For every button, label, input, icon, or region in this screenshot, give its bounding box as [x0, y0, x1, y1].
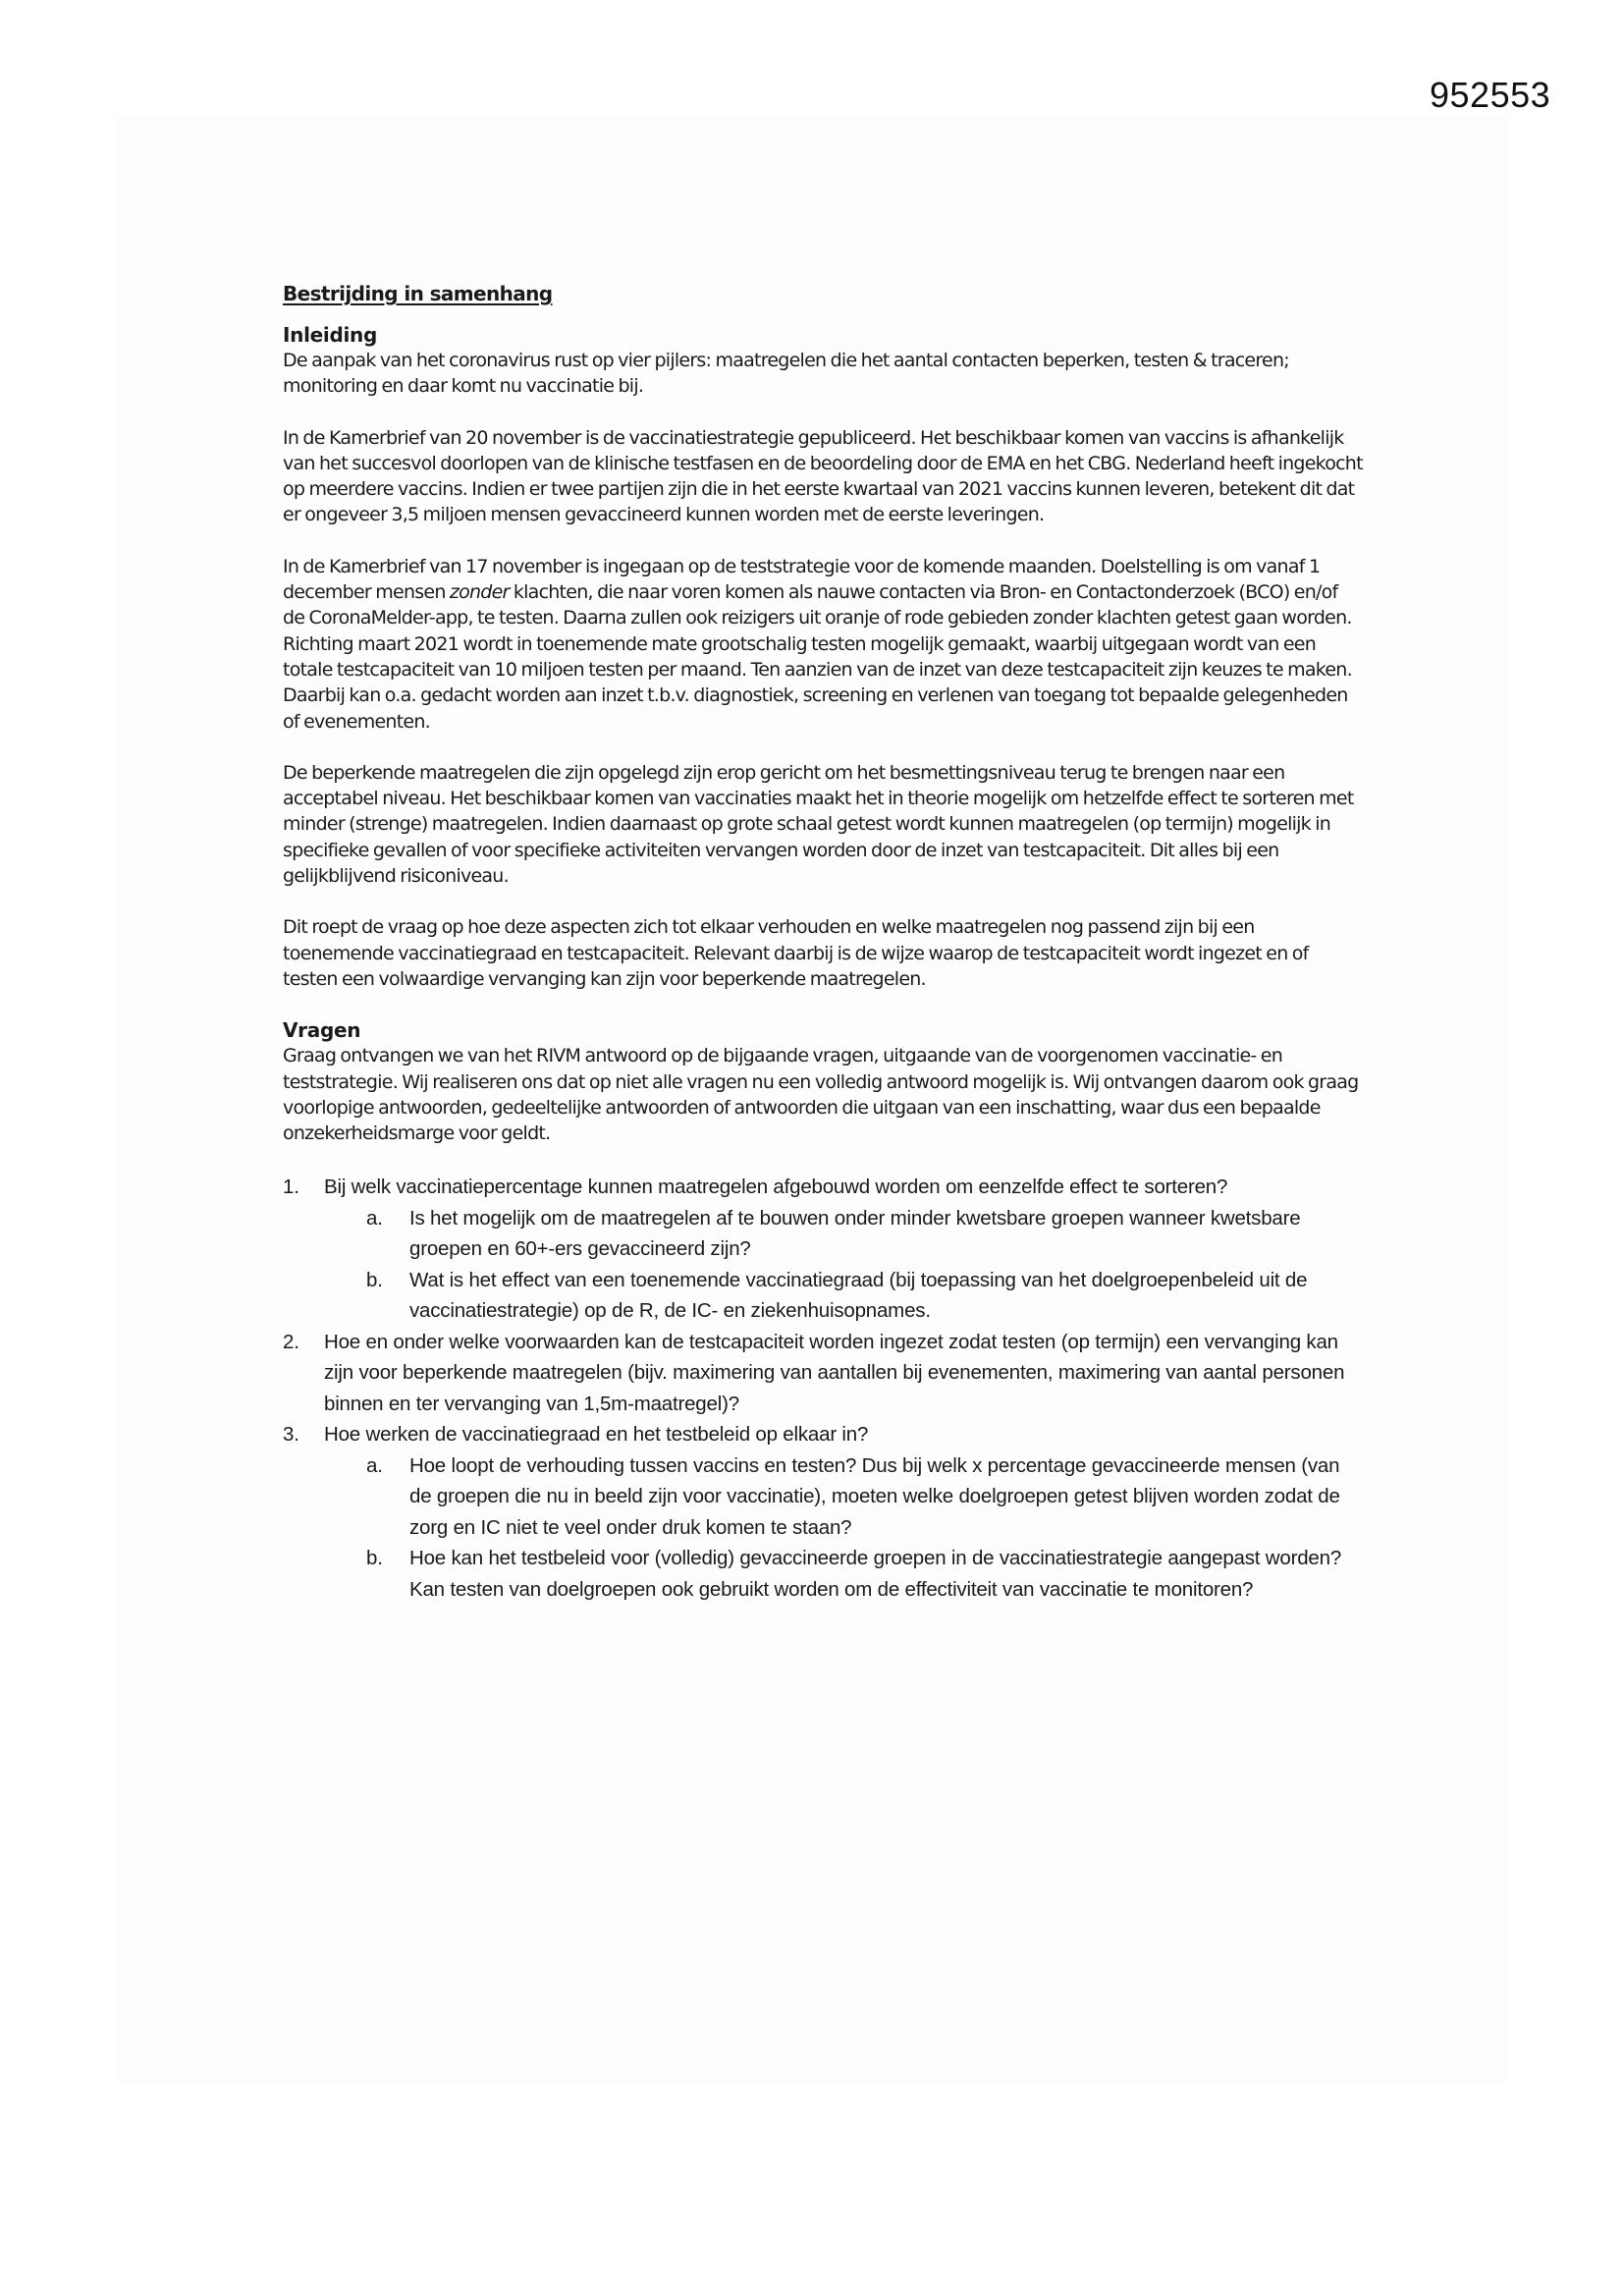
- sub-question-item: [366, 1265, 1363, 1327]
- sub-question-letter: a.: [366, 1206, 383, 1230]
- question-item: [283, 1419, 1363, 1450]
- sub-question-letter: b.: [366, 1547, 383, 1570]
- question-text: Bij welk vaccinatiepercentage kunnen maatregelen afgebouwd worden om eenzelfde effect te sorteren?: [324, 1175, 1228, 1199]
- sub-question-text: Wat is het effect van een toenemende vaccinatiegraad (bij toepassing van het doelgroepenbeleid uit de vaccinatiestrategie) op de R, de IC- en ziekenhuisopnames.: [409, 1268, 1308, 1323]
- sub-question-letter: b.: [366, 1268, 383, 1291]
- question-item: [283, 1172, 1363, 1203]
- question-text: Hoe werken de vaccinatiegraad en het testbeleid op elkaar in?: [324, 1423, 869, 1447]
- emphasis-zonder: zonder: [449, 581, 510, 604]
- teststrategie-text-1: In de Kamerbrief van 17 november is ingegaan op de teststrategie voor de komende maanden. Doelstelling is om vanaf 1 december mensen: [283, 555, 1321, 604]
- question-list: [283, 1172, 1363, 1605]
- question-number: 3.: [283, 1423, 299, 1447]
- teststrategie-text-2: klachten, die naar voren komen als nauwe contacten via Bron- en Contactonderzoek (BCO) en/of de CoronaMelder-app, te testen. Daarna zullen ook reizigers uit oranje of rode gebieden zonder klachten getest gaan worden. Richting maart 2021 wordt in toenemende mate grootschalig testen mogelijk gemaakt, waarbij uitgegaan wordt van een totale testcapaciteit van 10 miljoen testen per maand. Ten aanzien van de inzet van deze testcapaciteit zijn keuzes te maken. Daarbij kan o.a. gedacht worden aan inzet t.b.v. diagnostiek, screening en verlenen van toegang tot bepaalde gelegenheden of evenementen.: [283, 581, 1352, 733]
- document-body: [283, 282, 1363, 1605]
- document-id-number: 952553: [1430, 75, 1551, 115]
- sub-question-item: [366, 1543, 1363, 1605]
- paragraph-intro: De aanpak van het coronavirus rust op vier pijlers: maatregelen die het aantal contacten beperken, testen & traceren; monitoring en daar komt nu vaccinatie bij.: [283, 350, 1289, 398]
- paragraph-teststrategie: [283, 554, 1363, 735]
- sub-question-text: Is het mogelijk om de maatregelen af te bouwen onder minder kwetsbare groepen wanneer kwetsbare groepen en 60+-ers gevaccineerd zijn?: [409, 1206, 1301, 1261]
- question-item: [283, 1327, 1363, 1420]
- paragraph-maatregelen: De beperkende maatregelen die zijn opgelegd zijn erop gericht om het besmettingsniveau terug te brengen naar een acceptabel niveau. Het beschikbaar komen van vaccinaties maakt het in theorie mogelijk om hetzelfde effect te sorteren met minder (strenge) maatregelen. Indien daarnaast op grote schaal getest wordt kunnen maatregelen (op termijn) mogelijk in specifieke gevallen of voor specifieke activiteiten vervangen worden door de inzet van testcapaciteit. Dit alles bij een gelijkblijvend risiconiveau.: [283, 761, 1354, 888]
- question-number: 1.: [283, 1175, 299, 1199]
- paragraph-vragen-intro: Graag ontvangen we van het RIVM antwoord op de bijgaande vragen, uitgaande van de voorgenomen vaccinatie- en teststrategie. Wij realiseren ons dat op niet alle vragen nu een volledig antwoord mogelijk is. Wij ontvangen daarom ook graag voorlopige antwoorden, gedeeltelijke antwoorden of antwoorden die uitgaan van een inschatting, waar dus een bepaalde onzekerheidsmarge voor geldt.: [283, 1045, 1359, 1145]
- heading-inleiding: Inleiding: [283, 323, 377, 347]
- sub-question-text: Hoe kan het testbeleid voor (volledig) gevaccineerde groepen in de vaccinatiestrategie aangepast worden? Kan testen van doelgroepen ook gebruikt worden om de effectiviteit van vaccinatie te monitoren?: [409, 1547, 1342, 1601]
- sub-question-item: [366, 1450, 1363, 1544]
- paragraph-vaccinatiestrategie: In de Kamerbrief van 20 november is de vaccinatiestrategie gepubliceerd. Het beschikbaar komen van vaccins is afhankelijk van het succesvol doorlopen van de klinische testfasen en de beoordeling door de EMA en het CBG. Nederland heeft ingekocht op meerdere vaccins. Indien er twee partijen zijn die in het eerste kwartaal van 2021 vaccins kunnen leveren, betekent dit dat er ongeveer 3,5 miljoen mensen gevaccineerd kunnen worden met de eerste leveringen.: [283, 426, 1363, 526]
- sub-question-letter: a.: [366, 1453, 383, 1477]
- question-text: Hoe en onder welke voorwaarden kan de testcapaciteit worden ingezet zodat testen (op termijn) een vervanging kan zijn voor beperkende maatregelen (bijv. maximering van aantallen bij evenementen, maximering van aantal personen binnen en ter vervanging van 1,5m-maatregel)?: [324, 1330, 1345, 1415]
- heading-vragen: Vragen: [283, 1018, 361, 1043]
- sub-question-text: Hoe loopt de verhouding tussen vaccins en testen? Dus bij welk x percentage gevaccineerde mensen (van de groepen die nu in beeld zijn voor vaccinatie), moeten welke doelgroepen getest blijven worden zodat de zorg en IC niet te veel onder druk komen te staan?: [409, 1453, 1340, 1539]
- paragraph-vraagstelling: Dit roept de vraag op hoe deze aspecten zich tot elkaar verhouden en welke maatregelen nog passend zijn bij een toenemende vaccinatiegraad en testcapaciteit. Relevant daarbij is de wijze waarop de testcapaciteit wordt ingezet en of testen een volwaardige vervanging kan zijn voor beperkende maatregelen.: [283, 916, 1309, 990]
- document-title: Bestrijding in samenhang: [283, 282, 553, 305]
- question-number: 2.: [283, 1330, 299, 1353]
- sub-question-item: [366, 1203, 1363, 1265]
